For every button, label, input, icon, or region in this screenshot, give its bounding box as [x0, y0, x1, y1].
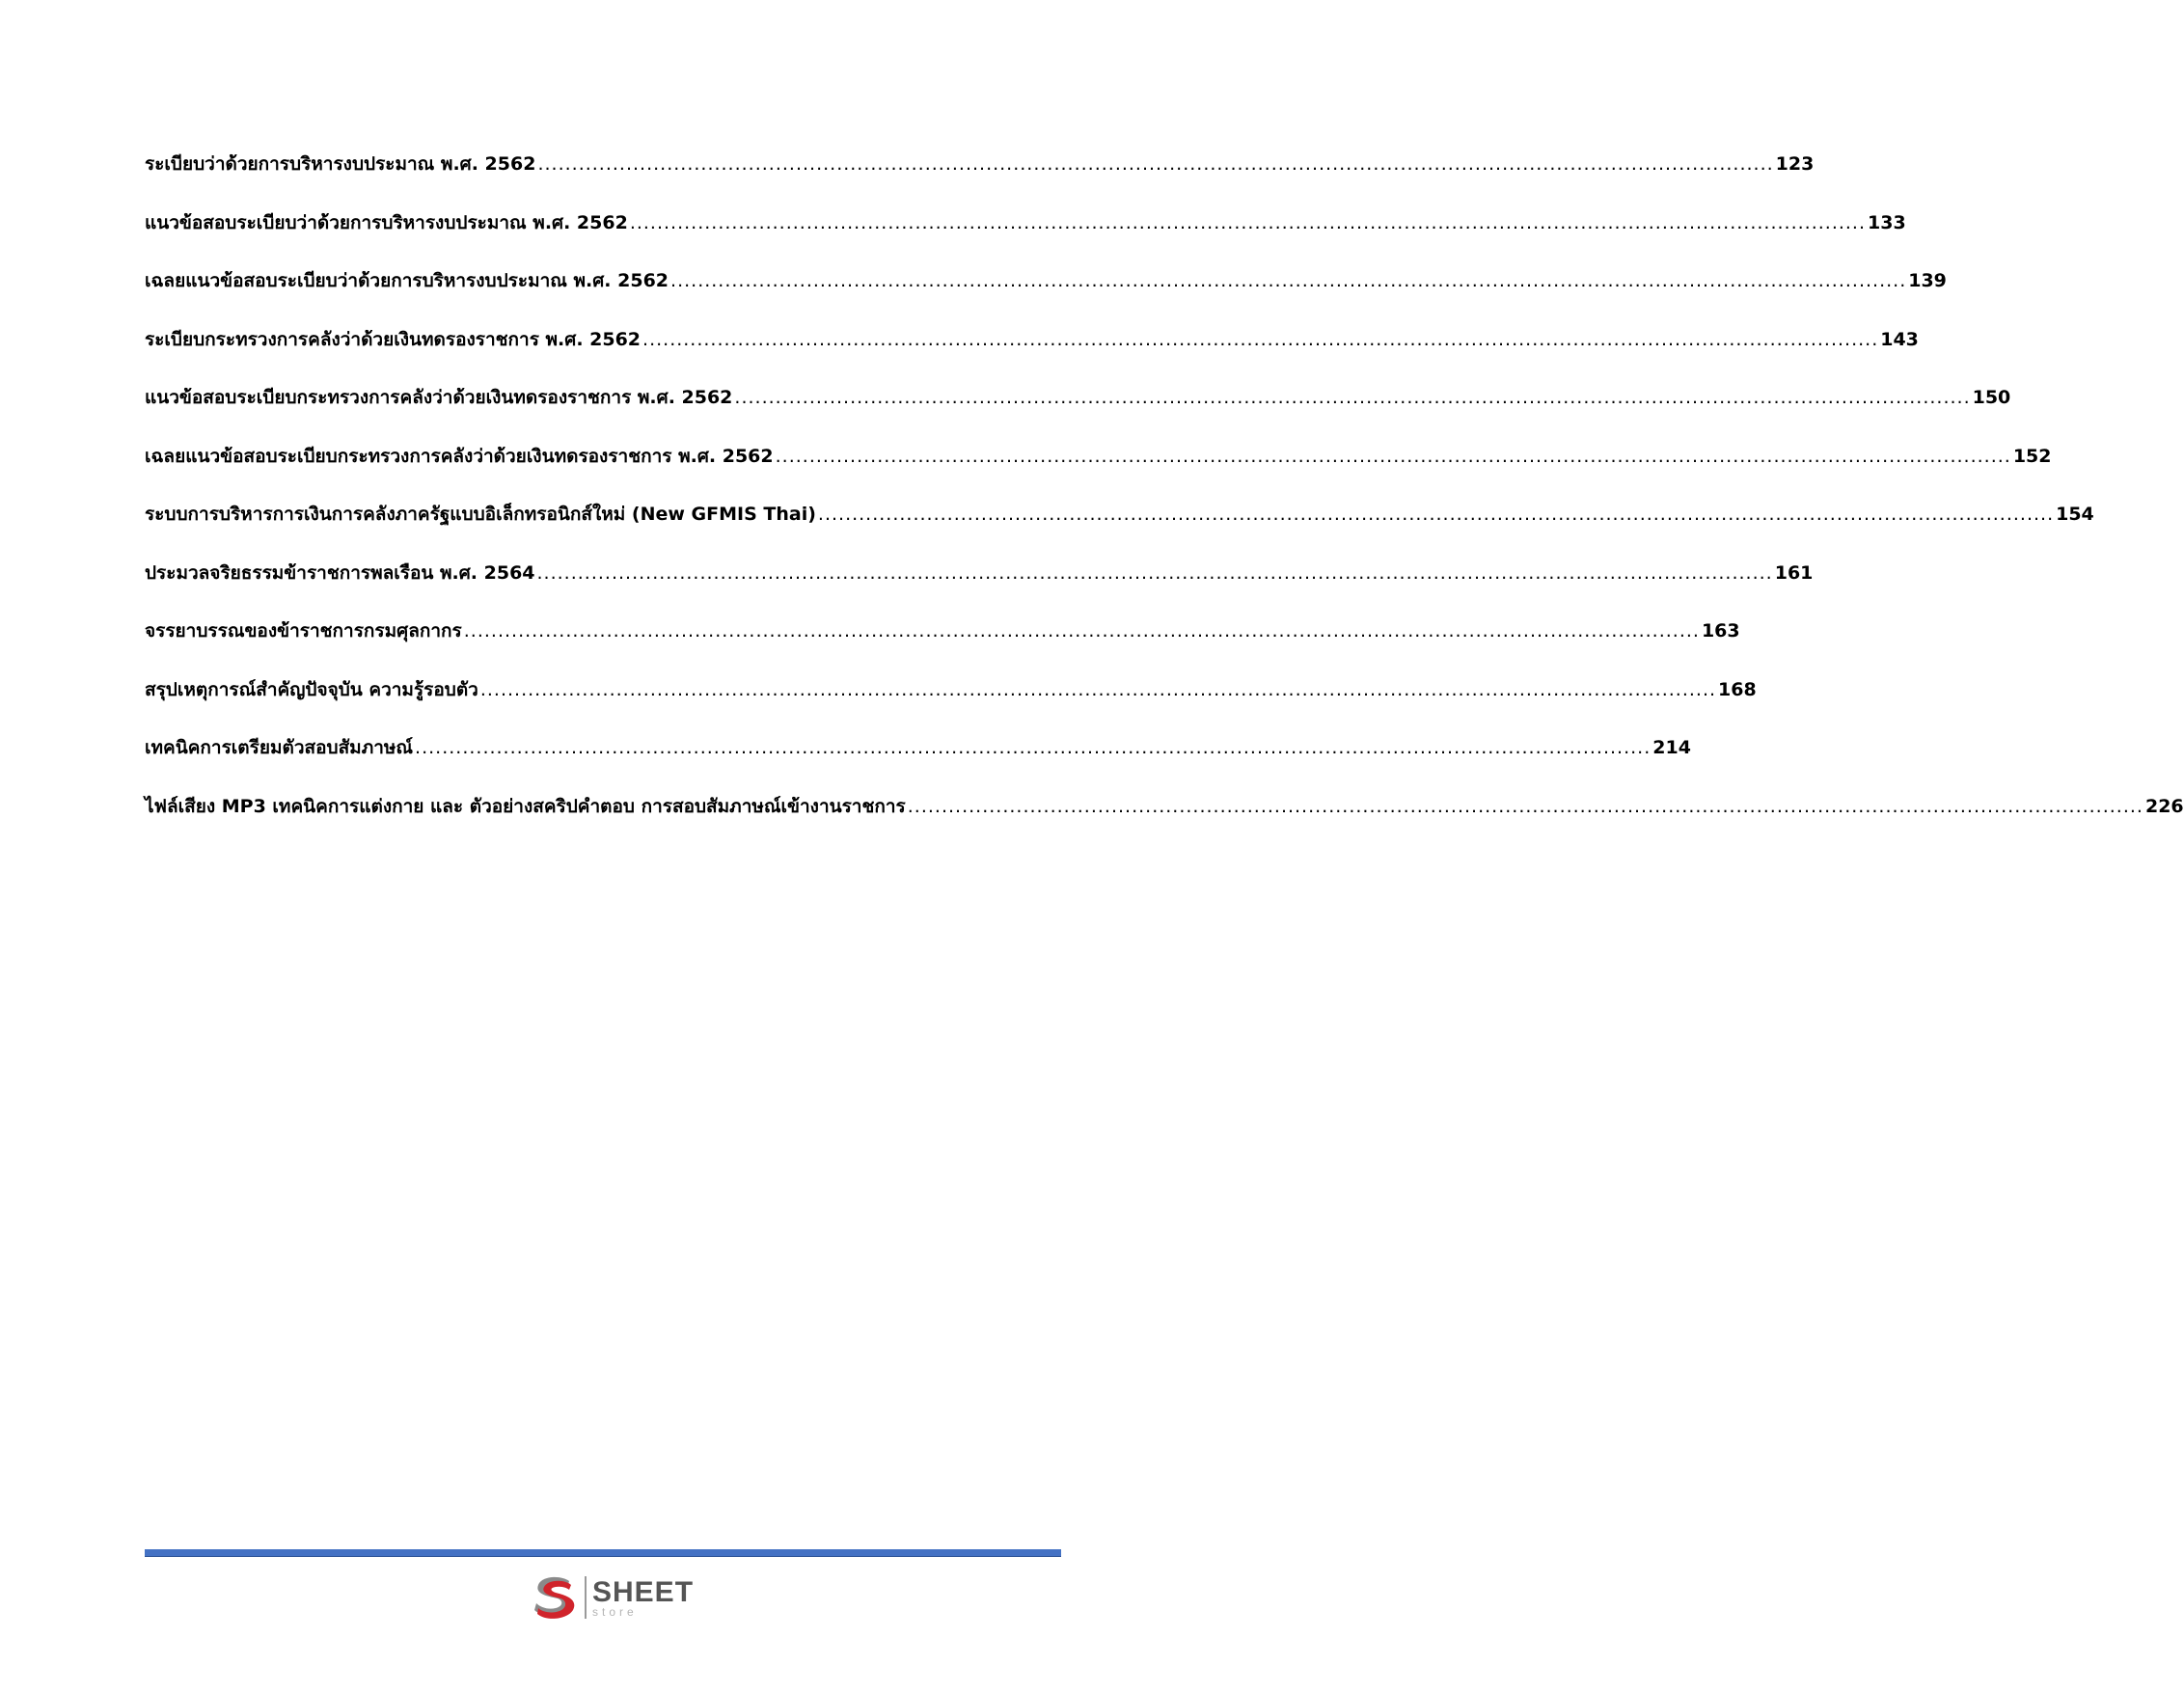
dot-leader: ...................................................................................................................................................................................... — [670, 270, 1907, 291]
logo-divider — [585, 1576, 587, 1619]
toc-entry-page: 123 — [1775, 153, 1815, 175]
dot-leader: ...................................................................................................................................................................................... — [479, 678, 1717, 700]
toc-entry[interactable] — [145, 500, 2094, 559]
toc-entry[interactable] — [145, 325, 1919, 384]
toc-entry-title: สรุปเหตุการณ์สำคัญปัจจุบัน ความรู้รอบตัว — [145, 678, 478, 700]
dot-leader: ...................................................................................................................................................................................... — [537, 153, 1774, 175]
logo-name: SHEET — [592, 1575, 695, 1608]
toc-entry-title: เทคนิคการเตรียมตัวสอบสัมภาษณ์ — [145, 737, 414, 758]
toc-entry[interactable] — [145, 559, 1814, 617]
toc-entry-title: จรรยาบรรณของข้าราชการกรมศุลกากร — [145, 620, 462, 642]
sheet-store-logo — [529, 1570, 702, 1625]
dot-leader: ...................................................................................................................................................................................... — [629, 211, 1867, 233]
toc-entry-page: 150 — [1972, 387, 2011, 408]
toc-entry-title: แนวข้อสอบระเบียบว่าด้วยการบริหารงบประมาณ พ.ศ. 2562 — [145, 211, 628, 233]
toc-entry[interactable] — [145, 792, 2184, 851]
dot-leader: ...................................................................................................................................................................................... — [642, 328, 1879, 350]
toc-entry[interactable] — [145, 675, 1757, 734]
toc-entry-title: ระเบียบกระทรวงการคลังว่าด้วยเงินทดรองราชการ พ.ศ. 2562 — [145, 328, 642, 350]
toc-entry-page: 152 — [2012, 445, 2052, 467]
toc-entry-page: 214 — [1652, 737, 1691, 758]
toc-entry-title: ประมวลจริยธรรมข้าราชการพลเรือน พ.ศ. 2564 — [145, 561, 535, 584]
toc-entry-page: 226 — [2144, 795, 2184, 817]
dot-leader: ...................................................................................................................................................................................... — [536, 561, 1773, 584]
toc-entry-page: 139 — [1908, 270, 1947, 291]
table-of-contents — [145, 150, 2184, 850]
toc-entry-page: 143 — [1880, 328, 1919, 350]
toc-entry-title: เฉลยแนวข้อสอบระเบียบว่าด้วยการบริหารงบประมาณ พ.ศ. 2562 — [145, 270, 669, 291]
toc-entry-title: แนวข้อสอบระเบียบกระทรวงการคลังว่าด้วยเงินทดรองราชการ พ.ศ. 2562 — [145, 387, 733, 408]
dot-leader: ...................................................................................................................................................................................... — [907, 795, 2143, 817]
toc-entry-title: ระบบการบริหารการเงินการคลังภาครัฐแบบอิเล็กทรอนิกส์ใหม่ (New GFMIS Thai) — [145, 504, 816, 525]
toc-entry-title: ไฟล์เสียง MP3 เทคนิคการแต่งกาย และ ตัวอย่างสคริปคำตอบ การสอบสัมภาษณ์เข้างานราชการ — [145, 795, 906, 817]
toc-entry-page: 161 — [1774, 561, 1814, 584]
toc-entry[interactable] — [145, 266, 1947, 325]
toc-entry-page: 133 — [1868, 211, 1906, 233]
dot-leader: ...................................................................................................................................................................................... — [775, 445, 2011, 467]
toc-entry-title: ระเบียบว่าด้วยการบริหารงบประมาณ พ.ศ. 2562 — [145, 153, 536, 175]
toc-entry[interactable] — [145, 442, 2052, 501]
dot-leader: ...................................................................................................................................................................................... — [817, 504, 2055, 525]
toc-entry[interactable] — [145, 150, 1815, 208]
footer-rule — [145, 1549, 1061, 1557]
dot-leader: ...................................................................................................................................................................................... — [734, 387, 1971, 408]
sheet-store-logo-icon — [529, 1571, 581, 1624]
toc-entry[interactable] — [145, 733, 1691, 792]
dot-leader: ...................................................................................................................................................................................... — [415, 737, 1652, 758]
toc-entry-page: 168 — [1718, 678, 1757, 700]
toc-entry[interactable] — [145, 383, 2011, 442]
dot-leader: ...................................................................................................................................................................................... — [463, 620, 1700, 642]
toc-entry[interactable] — [145, 616, 1740, 675]
logo-wordmark — [592, 1575, 695, 1619]
logo-subtitle: store — [592, 1604, 638, 1619]
toc-entry-page: 163 — [1701, 620, 1740, 642]
toc-entry-title: เฉลยแนวข้อสอบระเบียบกระทรวงการคลังว่าด้วยเงินทดรองราชการ พ.ศ. 2562 — [145, 445, 774, 467]
toc-entry-page: 154 — [2056, 504, 2094, 525]
toc-entry[interactable] — [145, 208, 1906, 267]
